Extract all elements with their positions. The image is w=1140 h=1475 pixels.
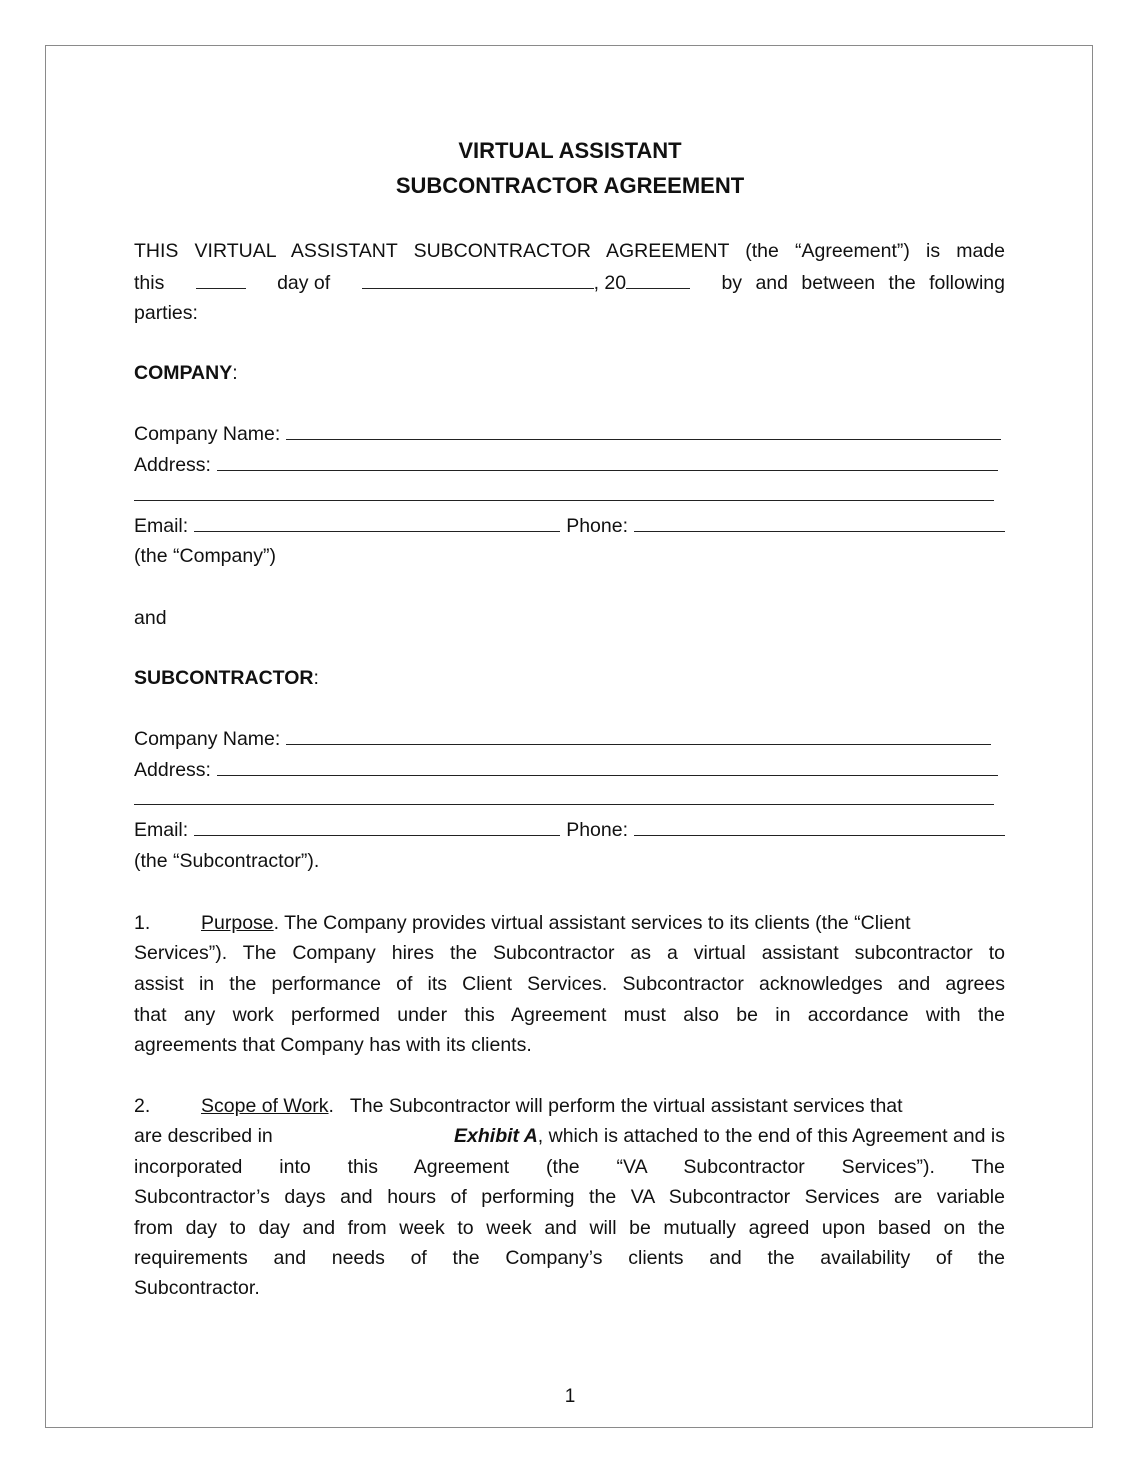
section-2-line: Subcontractor. (134, 1277, 260, 1299)
subcontractor-phone-field[interactable] (634, 817, 1005, 836)
title-line-1: VIRTUAL ASSISTANT (458, 138, 682, 163)
intro-20: , 20 (593, 272, 627, 294)
company-email-field[interactable] (194, 513, 560, 532)
label: Address: (134, 454, 211, 476)
email-label: Email: (134, 819, 189, 841)
section-2-heading: Scope of Work (201, 1095, 329, 1117)
year-blank[interactable] (626, 270, 690, 289)
company-address-line-2[interactable] (134, 482, 994, 501)
company-phone-field[interactable] (634, 513, 1005, 532)
label: Company Name: (134, 423, 281, 445)
intro-this: this (134, 272, 165, 294)
section-1-line-1: 1. Purpose. The Company provides virtual assistant services to its clients (the “Client (134, 912, 911, 934)
section-2-line: incorporated into this Agreement (the “VA Subcontractor Services”). The (134, 1156, 1005, 1178)
title-line-2: SUBCONTRACTOR AGREEMENT (395, 173, 745, 198)
section-1-line: that any work performed under this Agreement must also be in accordance with the (134, 1004, 1005, 1026)
intro-day-of: day of (277, 272, 331, 294)
company-contact-row (134, 513, 1005, 539)
intro-line-3: parties: (134, 302, 198, 324)
email-label: Email: (134, 515, 189, 537)
section-1-line: assist in the performance of its Client Services. Subcontractor acknowledges and agrees (134, 973, 1005, 995)
label: Address: (134, 759, 211, 781)
section-2-line: requirements and needs of the Company’s clients and the availability of the (134, 1247, 1005, 1269)
subcontractor-contact-row (134, 817, 1005, 843)
phone-label: Phone: (566, 819, 628, 841)
subcontractor-address-line-2[interactable] (134, 786, 994, 805)
subcontractor-email-field[interactable] (194, 817, 560, 836)
section-2-line: from day to day and from week to week and will be mutually agreed upon based on the (134, 1217, 1005, 1239)
section-2-line: Subcontractor’s days and hours of performing the VA Subcontractor Services are variable (134, 1186, 1005, 1208)
page-number: 1 (564, 1386, 576, 1407)
label: Company Name: (134, 728, 281, 750)
intro-line-2 (134, 270, 1005, 296)
and-text: and (134, 607, 167, 629)
intro-line-1: THIS VIRTUAL ASSISTANT SUBCONTRACTOR AGREEMENT (the “Agreement”) is made (134, 240, 1005, 262)
company-defined: (the “Company”) (134, 545, 276, 567)
section-1-heading: Purpose (201, 912, 274, 934)
day-blank[interactable] (196, 270, 246, 289)
subcontractor-heading: SUBCONTRACTOR: (134, 667, 319, 689)
subcontractor-defined: (the “Subcontractor”). (134, 850, 320, 872)
company-name-field[interactable] (134, 421, 1001, 447)
section-2-line-2: are described in Exhibit A, which is attached to the end of this Agreement and is (134, 1125, 1005, 1147)
company-heading: COMPANY: (134, 362, 238, 384)
phone-label: Phone: (566, 515, 628, 537)
section-1-line: agreements that Company has with its clients. (134, 1034, 532, 1056)
section-1-line: Services”). The Company hires the Subcontractor as a virtual assistant subcontractor to (134, 942, 1005, 964)
intro-by-between: by and between the following (721, 272, 1005, 294)
month-blank[interactable] (362, 270, 594, 289)
company-address-field[interactable] (134, 452, 998, 478)
subcontractor-address-field[interactable] (134, 757, 998, 783)
subcontractor-name-field[interactable] (134, 726, 991, 752)
exhibit-a-reference: Exhibit A (454, 1125, 538, 1147)
section-2-line-1: 2. Scope of Work. The Subcontractor will perform the virtual assistant services that (134, 1095, 903, 1117)
